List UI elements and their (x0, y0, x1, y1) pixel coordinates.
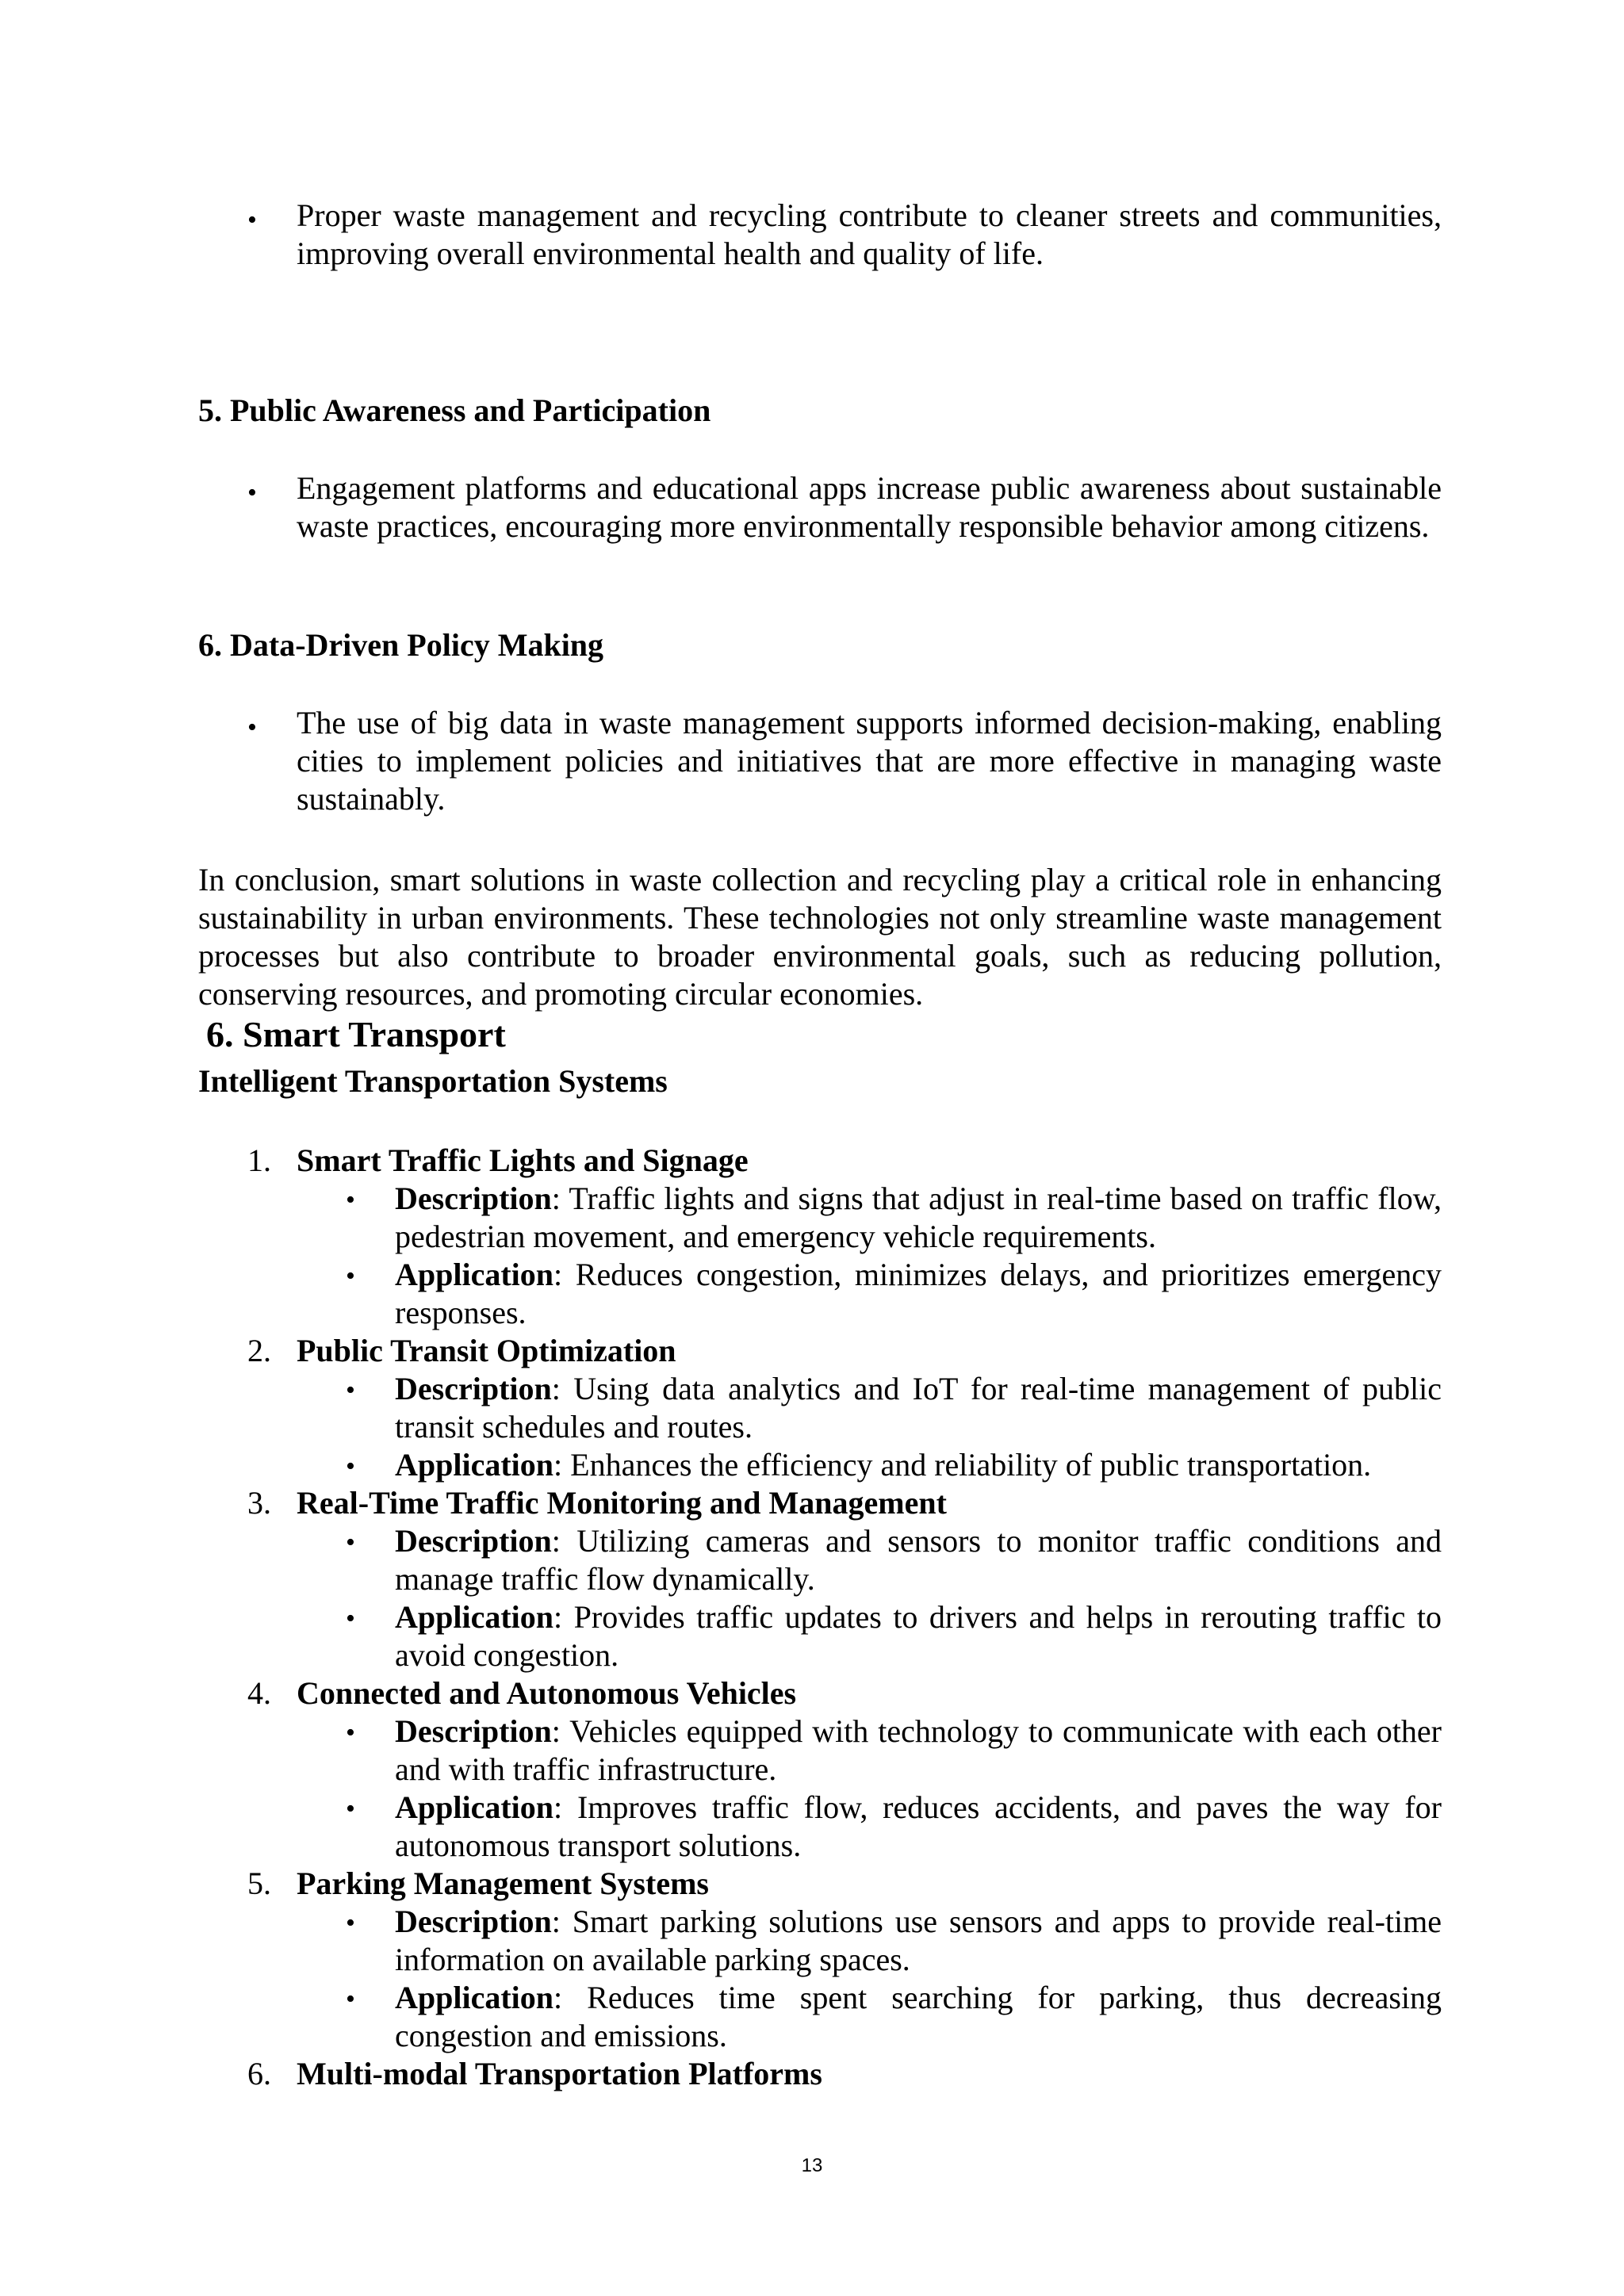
list-item-title: Multi-modal Transportation Platforms (297, 2056, 822, 2091)
list-item-title: Real-Time Traffic Monitoring and Management (297, 1485, 947, 1521)
bullet-marker: • (346, 1908, 355, 1938)
list-item-title: Parking Management Systems (297, 1866, 709, 1901)
bullet-marker: • (346, 1261, 355, 1291)
conclusion-paragraph: In conclusion, smart solutions in waste collection and recycling play a critical role in enhancing sustainability in urban environments. These technologies not only streamline waste management processes but also contribute to broader environmental goals, such as reducing pollution, conserving resources, and promoting circular economies. (198, 862, 1442, 1012)
description-text: Description: Utilizing cameras and sensors to monitor traffic conditions and manage traffic flow dynamically. (395, 1523, 1442, 1597)
bullet-text: The use of big data in waste management supports informed decision-making, enabling cities to implement policies and initiatives that are more effective in managing waste sustainably. (297, 705, 1442, 817)
application-label: Application (395, 1980, 554, 2015)
description-label: Description (395, 1523, 552, 1559)
description-label: Description (395, 1371, 552, 1406)
application-text: Application: Reduces time spent searching for parking, thus decreasing congestion and emissions. (395, 1980, 1442, 2053)
list-number: 3. (247, 1485, 271, 1521)
application-label: Application (395, 1257, 554, 1292)
bullet-marker: • (346, 1528, 355, 1557)
application-text: Application: Reduces congestion, minimizes delays, and prioritizes emergency responses. (395, 1257, 1442, 1330)
list-item-title: Connected and Autonomous Vehicles (297, 1675, 797, 1711)
bullet-marker: • (346, 1376, 355, 1405)
bullet-marker: • (346, 1452, 355, 1481)
list-number: 5. (247, 1866, 271, 1901)
bullet-marker: • (247, 205, 257, 235)
application-label: Application (395, 1789, 554, 1825)
list-number: 2. (247, 1333, 271, 1368)
description-label: Description (395, 1181, 552, 1216)
bullet-marker: • (346, 1984, 355, 2014)
application-text: Application: Improves traffic flow, reduces accidents, and paves the way for autonomous transport solutions. (395, 1789, 1442, 1863)
application-text: Application: Enhances the efficiency and reliability of public transportation. (395, 1447, 1372, 1483)
bullet-marker: • (346, 1718, 355, 1747)
list-item-title: Smart Traffic Lights and Signage (297, 1142, 749, 1178)
bullet-marker: • (247, 478, 257, 507)
description-text: Description: Vehicles equipped with technology to communicate with each other and with traffic infrastructure. (395, 1713, 1442, 1787)
application-label: Application (395, 1599, 554, 1635)
list-number: 4. (247, 1675, 271, 1711)
list-number: 6. (247, 2056, 271, 2091)
bullet-marker: • (346, 1604, 355, 1633)
bullet-text: Proper waste management and recycling contribute to cleaner streets and communities, improving overall environmental health and quality of life. (297, 197, 1442, 271)
description-label: Description (395, 1904, 552, 1939)
section-heading: 5. Public Awareness and Participation (198, 392, 711, 428)
application-text: Application: Provides traffic updates to drivers and helps in rerouting traffic to avoid congestion. (395, 1599, 1442, 1673)
description-text: Description: Smart parking solutions use sensors and apps to provide real-time information on available parking spaces. (395, 1904, 1442, 1977)
bullet-marker: • (247, 713, 257, 742)
page-number: 13 (801, 2155, 823, 2176)
list-item-title: Public Transit Optimization (297, 1333, 676, 1368)
section-heading: 6. Data-Driven Policy Making (198, 627, 604, 663)
description-text: Description: Using data analytics and IoT for real-time management of public transit schedules and routes. (395, 1371, 1442, 1445)
list-number: 1. (247, 1142, 271, 1178)
section-title: 6. Smart Transport (206, 1014, 506, 1054)
bullet-marker: • (346, 1794, 355, 1823)
bullet-text: Engagement platforms and educational apps increase public awareness about sustainable waste practices, encouraging more environmentally responsible behavior among citizens. (297, 470, 1442, 544)
description-label: Description (395, 1713, 552, 1749)
bullet-marker: • (346, 1185, 355, 1215)
section-subtitle: Intelligent Transportation Systems (198, 1063, 668, 1099)
application-label: Application (395, 1447, 554, 1483)
description-text: Description: Traffic lights and signs that adjust in real-time based on traffic flow, pedestrian movement, and emergency vehicle requirements. (395, 1181, 1442, 1254)
